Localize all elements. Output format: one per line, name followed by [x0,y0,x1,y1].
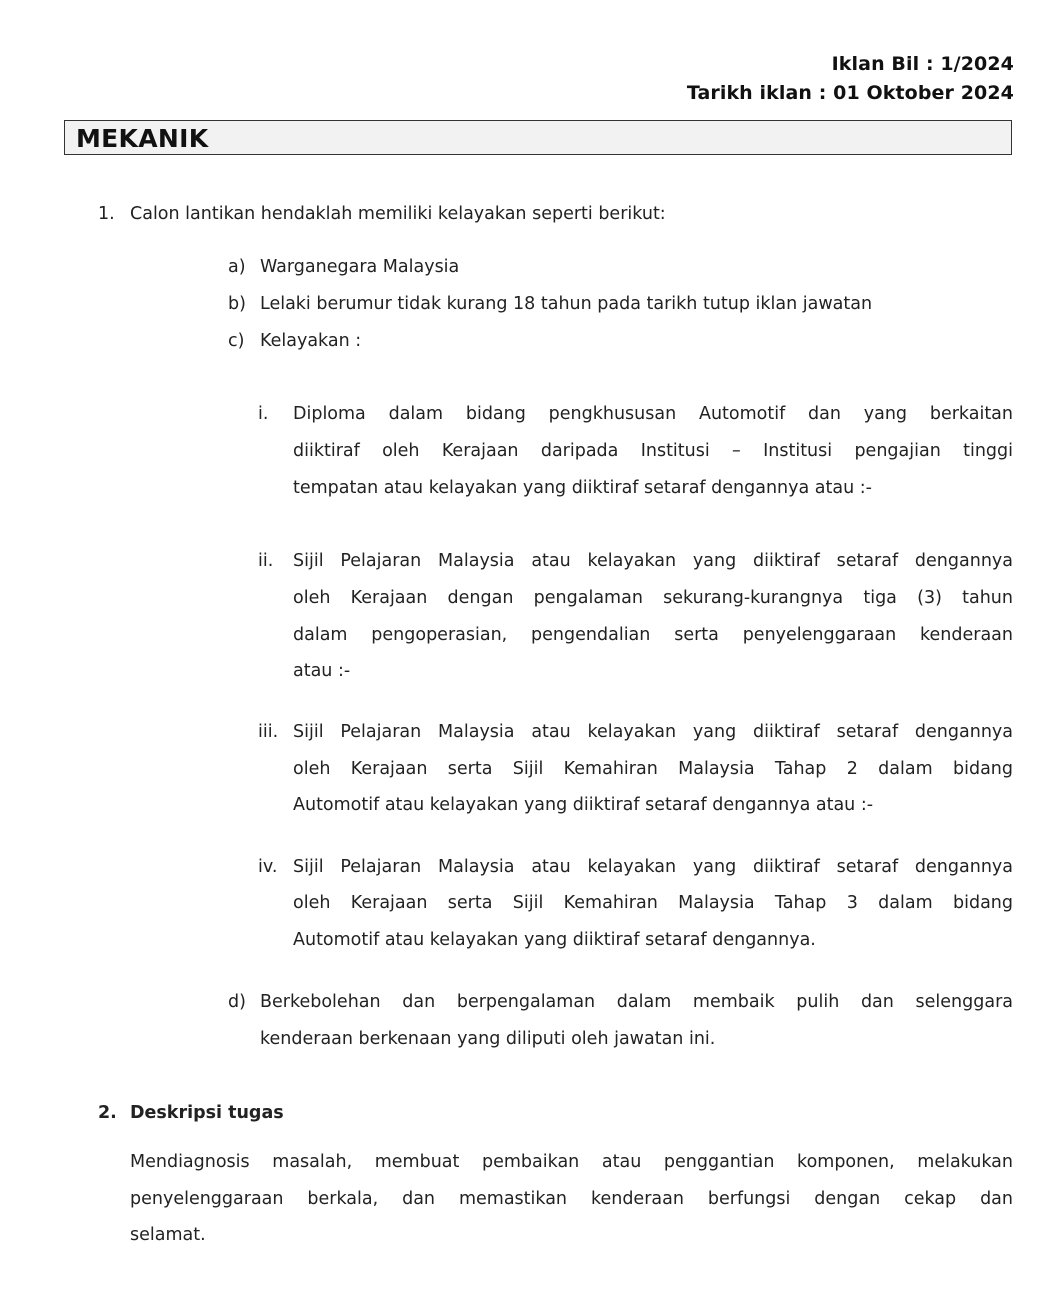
item-c-text: Kelayakan : [260,331,362,351]
section-1-intro: Calon lantikan hendaklah memiliki kelayakan seperti berikut: [130,204,666,224]
item-b-text: Lelaki berumur tidak kurang 18 tahun pada tarikh tutup iklan jawatan [260,294,873,314]
qual-iv-line-3: Automotif atau kelayakan yang diiktiraf setaraf dengannya. [293,930,816,950]
title-box [64,120,1012,155]
section-2-number: 2. [98,1103,117,1123]
item-a-text: Warganegara Malaysia [260,257,460,277]
qual-iv-label: iv. [258,857,278,877]
item-c-label: c) [228,331,245,351]
qual-i-line-3: tempatan atau kelayakan yang diiktiraf setaraf dengannya atau :- [293,478,872,498]
item-a-label: a) [228,257,246,277]
qual-ii-line-2: oleh Kerajaan dengan pengalaman sekurang-kurangnya tiga (3) tahun [293,588,1013,608]
item-d-line-1: Berkebolehan dan berpengalaman dalam membaik pulih dan selenggara [260,992,1013,1012]
qual-iii-line-2: oleh Kerajaan serta Sijil Kemahiran Malaysia Tahap 2 dalam bidang [293,759,1013,779]
section-2-line-3: selamat. [130,1225,206,1245]
page-title: MEKANIK [76,124,209,153]
qual-ii-label: ii. [258,551,274,571]
section-1-number: 1. [98,204,115,224]
item-d-label: d) [228,992,246,1012]
section-2-heading: Deskripsi tugas [130,1103,284,1123]
item-b-label: b) [228,294,246,314]
ad-number: Iklan Bil : 1/2024 [831,53,1014,75]
qual-iii-line-3: Automotif atau kelayakan yang diiktiraf setaraf dengannya atau :- [293,795,874,815]
item-d-line-2: kenderaan berkenaan yang diliputi oleh jawatan ini. [260,1029,716,1049]
qual-iv-line-1: Sijil Pelajaran Malaysia atau kelayakan yang diiktiraf setaraf dengannya [293,857,1013,877]
qual-iv-line-2: oleh Kerajaan serta Sijil Kemahiran Malaysia Tahap 3 dalam bidang [293,893,1013,913]
qual-i-label: i. [258,404,269,424]
section-2-line-1: Mendiagnosis masalah, membuat pembaikan atau penggantian komponen, melakukan [130,1152,1013,1172]
qual-ii-line-3: dalam pengoperasian, pengendalian serta penyelenggaraan kenderaan [293,625,1013,645]
qual-i-line-1: Diploma dalam bidang pengkhususan Automotif dan yang berkaitan [293,404,1013,424]
qual-ii-line-1: Sijil Pelajaran Malaysia atau kelayakan yang diiktiraf setaraf dengannya [293,551,1013,571]
qual-ii-line-4: atau :- [293,661,351,681]
ad-date: Tarikh iklan : 01 Oktober 2024 [686,82,1014,104]
qual-iii-line-1: Sijil Pelajaran Malaysia atau kelayakan yang diiktiraf setaraf dengannya [293,722,1013,742]
qual-iii-label: iii. [258,722,279,742]
qual-i-line-2: diiktiraf oleh Kerajaan daripada Institusi – Institusi pengajian tinggi [293,441,1013,461]
section-2-line-2: penyelenggaraan berkala, dan memastikan kenderaan berfungsi dengan cekap dan [130,1189,1013,1209]
